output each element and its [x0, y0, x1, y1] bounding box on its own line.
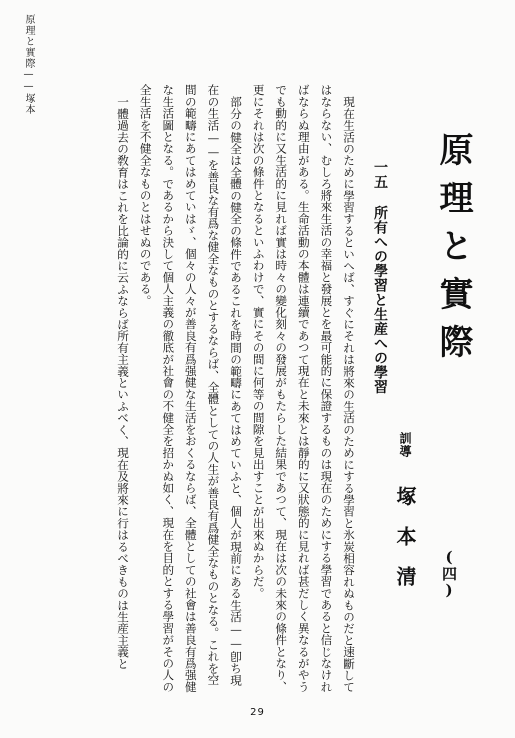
author-name: 塚本清: [393, 486, 417, 606]
paragraph: 一體過去の敎育はこれを比論的に云ふならば所有主義といふべく、現在及將來に行はるべきものは生産主義と: [116, 95, 131, 669]
paragraph: 現在生活のために學習するといへば、すぐにそれは將來の生活のためにする學習と氷炭相容れぬものだと速斷してはならない、むしろ將來生活の幸福と發展とを最可能的に保證するものは現在のためにする學習であると信じなければならぬ理由がある。生命活動の本體は連續であつて現在と未來とは靜的に又狀態的に見れば甚だしく異なるがやうでも動的に又生活的に見れば實は時々の變化刻々の發展がもたらした結果であつて、現在は次の未來の條件となり、更にそれは次の條件となるといふわけで、實にその間に何等の間隙を見出すことが出來ぬからだ。: [251, 84, 356, 693]
section-heading: 一五 所有への學習と生産への學習: [372, 160, 388, 394]
author-rank: 訓導: [398, 432, 412, 458]
body-text: [40, 84, 360, 696]
series-number: (四): [440, 548, 458, 599]
paragraph: 部分の健全は全體の健全の條件であるこれを時間の範疇にあてはめていふと、個人が現前にある生活——卽ち現在の生活——を善良な有爲な健全なものとするならば、全體としての人生が善良有爲健全なものとなる。これを空間の範疇にあてはめていはゞ、個々の人々が善良有爲强健な生活をおくるならば、全體としての社會は善良有爲强健な生活圖となる。であるから決して個人主義の徹底が社會の不健全を招かぬ如く、現在を目的とする學習がその人の全生活を不健全なものとはせぬのである。: [138, 84, 244, 693]
running-head: 原理と實際——塚本: [23, 14, 34, 115]
page-number: 29: [250, 707, 265, 718]
article-title: 原理と實際: [433, 132, 473, 372]
